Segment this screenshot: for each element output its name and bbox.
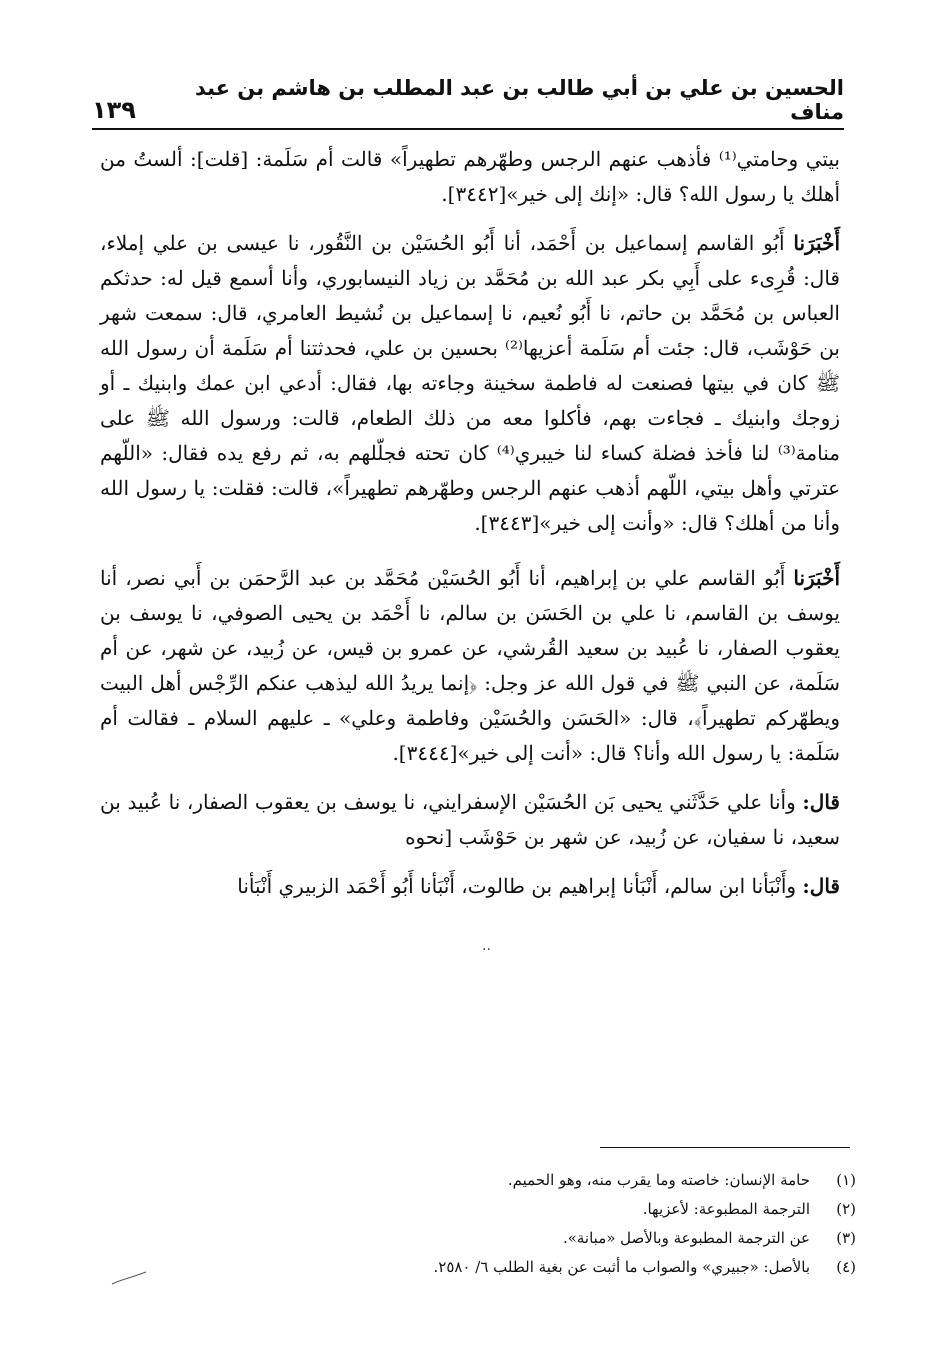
footnote <box>300 1224 856 1253</box>
paragraph-text: بيتي وحامتي⁽¹⁾ فأذهب عنهم الرجس وطهّرهم تطهيراً» قالت أم سَلَمة: [قلت]: ألستُ من أهلك يا رسول الله؟ قال: «إنك إلى خير»[٣٤٤٢]. <box>100 147 841 206</box>
paragraph-text: أَبُو القاسم إسماعيل بن أَحْمَد، أنا أَبُو الحُسَيْن بن النَّقُور، نا عيسى بن علي إملاء، قال: قُرِىء على أَبِي بكر عبد الله بن مُحَمَّد بن زياد النيسابوري، وأنا أسمع قيل له: حدثكم العباس بن مُحَمَّد بن حاتم، نا أَبُو نُعيم، نا إسماعيل بن نُشيط العامري، قال: سمعت شهر بن حَوْشَب، قال: جئت أم سَلَمة أعزيها⁽²⁾ بحسين بن علي، فحدثتنا أم سَلَمة أن رسول الله ﷺ كان في بيتها فصنعت له فاطمة سخينة وجاءته بها، فقال: أدعي ابن عمك وابنيك ـ أو زوجك وابنيك ـ فجاءت بهم، فأكلوا معه من ذلك الطعام، قالت: ورسول الله ﷺ على منامة⁽³⁾ لنا فأخذ فضلة كساء لنا خيبري⁽⁴⁾ كان تحته فجلّلهم به، ثم رفع يده فقال: «اللّهم عترتي وأهل بيتي، اللّهم أذهب عنهم الرجس وطهّرهم تطهيراً»، قالت: فقلت: يا رسول الله وأنا من أهلك؟ قال: «وأنت إلى خير»[٣٤٤٣]. <box>100 231 841 535</box>
footnote <box>300 1253 856 1282</box>
footnote-text: عن الترجمة المطبوعة وبالأصل «مبانة». <box>562 1229 810 1247</box>
paragraph-lead: أَخْبَرَنا <box>793 566 840 590</box>
paragraph-lead: قال: <box>802 790 840 814</box>
footnote <box>300 1195 856 1224</box>
footnote <box>300 1166 856 1195</box>
running-head: الحسين بن علي بن أبي طالب بن عبد المطلب بن هاشم بن عبد مناف <box>194 76 844 124</box>
footnote-number: (١) <box>836 1171 856 1189</box>
footnote-number: (٢) <box>836 1200 856 1218</box>
page-number: ١٣٩ <box>92 96 136 124</box>
paragraph-text: وأَنْبَأنا ابن سالم، أَنْبَأنا إبراهيم بن طالوت، أَنْبَأنا أَبُو أَحْمَد الزبيري أَنْبَأنا <box>237 874 803 898</box>
footnote-text: حامة الإنسان: خاصته وما يقرب منه، وهو الحميم. <box>507 1171 810 1189</box>
pen-mark-icon <box>110 1268 150 1288</box>
paragraph <box>100 561 840 771</box>
footnote-text: الترجمة المطبوعة: لأعزيها. <box>642 1200 810 1218</box>
scan-dots-icon: ·· <box>482 942 491 958</box>
paragraph-lead: قال: <box>802 874 840 898</box>
paragraph <box>100 226 840 541</box>
footnote-number: (٤) <box>836 1258 856 1276</box>
paragraph <box>100 785 840 855</box>
paragraph <box>100 869 840 904</box>
paragraph-text: أَبُو القاسم علي بن إبراهيم، أنا أَبُو الحُسَيْن مُحَمَّد بن عبد الرَّحمَن بن أَبي نصر، أنا يوسف بن القاسم، نا علي بن الحَسَن بن سالم، نا أَحْمَد بن يحيى الصوفي، نا يوسف بن يعقوب الصفار، نا عُبيد بن سعيد القُرشي، عن عمرو بن قيس، عن زُبيد، عن شهر، عن أم سَلَمة، عن النبي ﷺ في قول الله عز وجل: ﴿إنما يريدُ الله ليذهب عنكم الرِّجْس أهل البيت ويطهّركم تطهيراً﴾، قال: «الحَسَن والحُسَيْن وفاطمة وعلي» ـ عليهم السلام ـ فقالت أم سَلَمة: يا رسول الله وأنا؟ قال: «أنت إلى خير»[٣٤٤٤]. <box>100 566 840 765</box>
main-text <box>100 142 840 918</box>
paragraph <box>100 142 840 212</box>
footnote-number: (٣) <box>836 1229 856 1247</box>
page-header <box>92 76 844 130</box>
paragraph-lead: أَخْبَرَنا <box>793 231 840 255</box>
paragraph-text: وأنا علي حَدَّثَني يحيى بَن الحُسَيْن الإسفرايني، نا يوسف بن يعقوب الصفار، نا عُبيد بن سعيد، نا سفيان، عن زُبيد، عن شهر بن حَوْشَب [نحوه <box>100 790 840 849</box>
footnote-text: بالأصل: «جبيري» والصواب ما أثبت عن بغية الطلب ٦/ ٢٥٨٠. <box>433 1258 810 1276</box>
footnotes <box>300 1166 856 1282</box>
footnote-divider <box>600 1147 850 1148</box>
